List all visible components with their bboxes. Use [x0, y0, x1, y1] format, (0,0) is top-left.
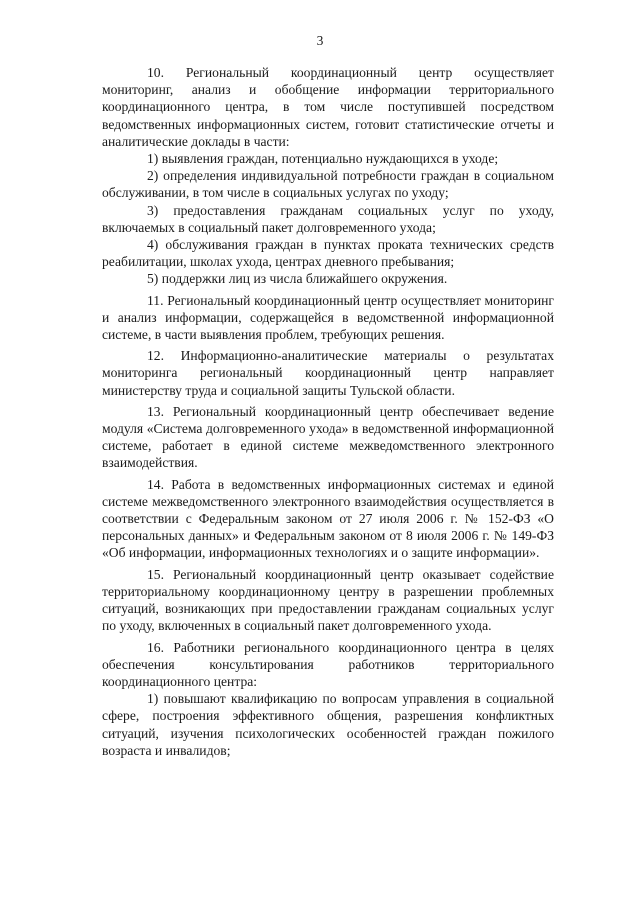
- paragraph-11: 11. Региональный координационный центр осуществляет мониторинг и анализ информации, содержащейся в ведомственной информационной системе, в части выявления проблем, требующих решения.: [102, 292, 554, 343]
- paragraph-13: 13. Региональный координационный центр обеспечивает ведение модуля «Система долговременного ухода» в ведомственной информационной системе, работает в единой системе межведомственного электронного взаимодействия.: [102, 403, 554, 471]
- paragraph-12: 12. Информационно-аналитические материалы о результатах мониторинга региональный координационный центр направляет министерству труда и социальной защиты Тульской области.: [102, 348, 554, 398]
- paragraph-16: 16. Работники регионального координационного центра в целях обеспечения консультирования работников территориального координационного центра:: [102, 639, 554, 689]
- paragraph-10: 10. Региональный координационный центр осуществляет мониторинг, анализ и обобщение информации территориального координационного центра, в том числе поступившей посредством ведомственных информационных систем, готовит статистические отчеты и аналитические доклады в части:: [102, 65, 554, 149]
- document-body: [102, 64, 554, 759]
- list-item-2: 2) определения индивидуальной потребности граждан в социальном обслуживании, в том числе в социальных услугах по уходу;: [102, 168, 554, 201]
- paragraph-14: 14. Работа в ведомственных информационных системах и единой системе межведомственного электронного взаимодействия осуществляется в соответствии с Федеральным законом от 27 июля 2006 г. № 152-ФЗ «О персональных данных» и Федеральным законом от 8 июля 2006 г. № 149-ФЗ «Об информации, информационных технологиях и о защите информации».: [102, 476, 554, 561]
- list-item-3: 3) предоставления гражданам социальных услуг по уходу, включаемых в социальный пакет долговременного ухода;: [102, 202, 554, 235]
- list-item-4: 4) обслуживания граждан в пунктах проката технических средств реабилитации, школах ухода, центрах дневного пребывания;: [102, 237, 554, 270]
- list-item-1: 1) выявления граждан, потенциально нуждающихся в уходе;: [147, 151, 499, 167]
- list-item-5: 5) поддержки лиц из числа ближайшего окружения.: [147, 271, 448, 287]
- paragraph-15: 15. Региональный координационный центр оказывает содействие территориальному координационному центру в разрешении проблемных ситуаций, возникающих при предоставлении гражданам социальных услуг по уходу, включенных в социальный пакет долговременного ухода.: [102, 566, 554, 634]
- list-item-16-1: 1) повышают квалификацию по вопросам управления в социальной сфере, построения эффективного общения, разрешения конфликтных ситуаций, изучения психологических особенностей граждан пожилого возраста и инвалидов;: [102, 691, 554, 758]
- page-number: 3: [316, 33, 324, 48]
